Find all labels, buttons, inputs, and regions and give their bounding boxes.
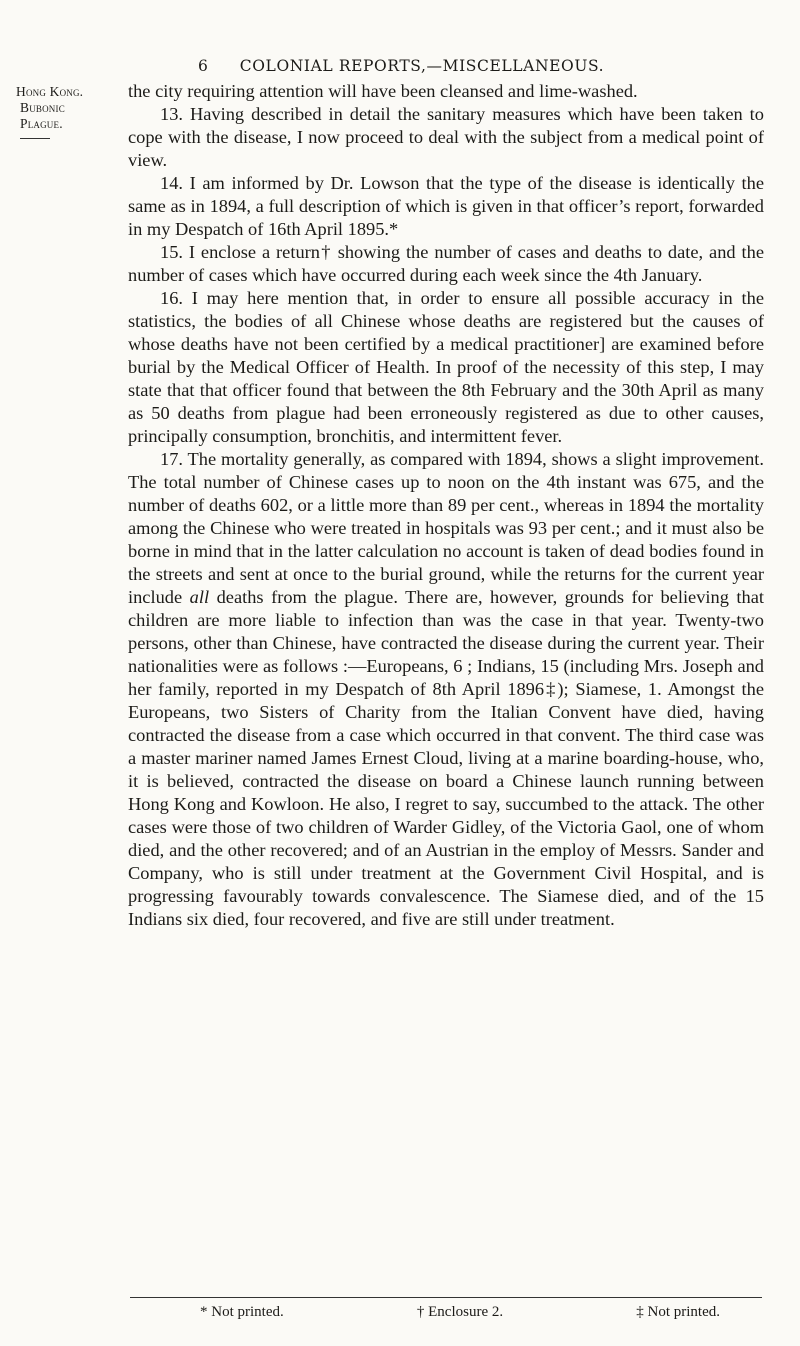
paragraph-13: 13. Having described in detail the sanitary measures which have been taken to cope with the disease, I now proceed to deal with the subject from a medical point of view. (128, 104, 764, 170)
body-text (128, 80, 764, 931)
footnote-1: * Not printed. (200, 1304, 284, 1320)
paragraph-15: 15. I enclose a return† showing the number of cases and deaths to date, and the number of cases which have occurred during each week since the 4th January. (128, 242, 764, 285)
paragraph-12-continuation: the city requiring attention will have been cleansed and lime-washed. (128, 81, 638, 101)
paragraph-17 (128, 448, 764, 931)
footnote-3: ‡ Not printed. (636, 1304, 720, 1320)
marginal-line-2: Bubonic (20, 100, 65, 115)
running-title: COLONIAL REPORTS,—MISCELLANEOUS. (239, 57, 605, 75)
marginal-line-1: Hong Kong. (16, 84, 84, 99)
running-head (0, 57, 800, 75)
paragraph-17-part-2: deaths from the plague. There are, however, grounds for believing that children are more liable to infection than was the case in that year. Twenty-two persons, other than Chinese, have contracted the disease during the current year. Their nationalities were as follows :—Europeans, 6 ; Indians, 15 (including Mrs. Joseph and her family, reported in my Despatch of 8th April 1896‡); Siamese, 1. Amongst the Europeans, two Sisters of Charity from the Italian Convent have died, having contracted the disease from a case which occurred in that convent. The third case was a master mariner named James Ernest Cloud, living at a marine boarding-house, who, it is believed, contracted the disease on board a Chinese launch running between Hong Kong and Kowloon. He also, I regret to say, succumbed to the attack. The other cases were those of two children of Warder Gidley, of the Victoria Gaol, one of whom died, and the other recovered; and of an Austrian in the employ of Messrs. Sander and Company, who is still under treatment at the Government Civil Hospital, and is progressing favourably towards convalescence. The Siamese died, and of the 15 Indians six died, four recovered, and five are still under treatment. (128, 587, 764, 929)
footnotes (200, 1304, 720, 1321)
paragraph-17-part-1: 17. The mortality generally, as compared with 1894, shows a slight improvement. The total number of Chinese cases up to noon on the 4th instant was 675, and the number of deaths 602, or a little more than 89 per cent., whereas in 1894 the mortality among the Chinese who were treated in hospitals was 93 per cent.; and it must also be borne in mind that in the latter calculation no account is taken of dead bodies found in the streets and sent at once to the burial ground, while the returns for the current year include (128, 449, 764, 607)
page-number: 6 (198, 57, 209, 75)
marginal-rule (20, 138, 50, 139)
footnote-rule (130, 1297, 762, 1298)
marginal-line-3: Plague. (20, 116, 63, 131)
paragraph-14: 14. I am informed by Dr. Lowson that the type of the disease is identically the same as in 1894, a full description of which is given in that officer’s report, forwarded in my Despatch of 16th April 1895.* (128, 173, 764, 239)
paragraph-17-italic: all (189, 587, 210, 607)
paragraph-16: 16. I may here mention that, in order to ensure all possible accuracy in the statistics, the bodies of all Chinese whose deaths are registered but the causes of whose deaths have not been certified by a medical practitioner] are examined before burial by the Medical Officer of Health. In proof of the necessity of this step, I may state that that officer found that between the 8th February and the 30th April as many as 50 deaths from plague had been erroneously registered as due to other causes, principally consumption, bronchitis, and intermittent fever. (128, 288, 764, 446)
footnote-2: † Enclosure 2. (416, 1304, 504, 1320)
marginal-note (16, 84, 120, 139)
